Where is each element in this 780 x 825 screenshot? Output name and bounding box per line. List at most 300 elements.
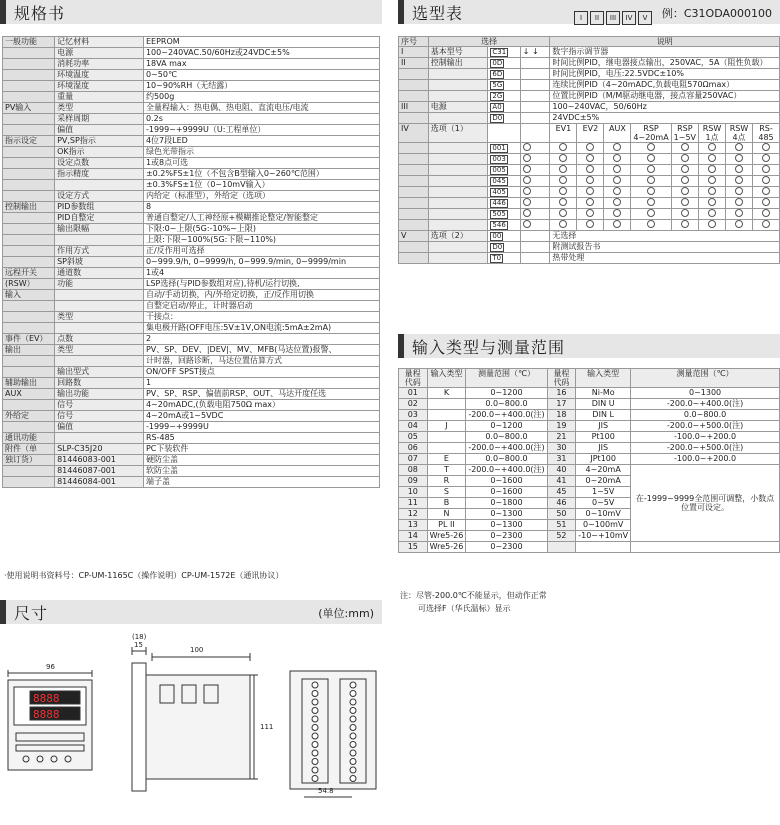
spec-group: 指示设定 <box>3 136 55 147</box>
range-code: 06 <box>399 443 428 454</box>
option1-code: 546 <box>492 221 506 229</box>
circle-icon <box>559 198 567 206</box>
spec-group <box>3 257 55 268</box>
input-type: Pt100 <box>576 432 631 443</box>
spec-value: 0.2s <box>143 114 379 125</box>
spec-group <box>3 312 55 323</box>
option2-no <box>399 253 429 264</box>
circle-icon <box>647 154 655 162</box>
spec-item: 环境温度 <box>55 70 144 81</box>
spec-item: 信号 <box>55 411 144 422</box>
spec-group: (RSW） <box>3 279 55 290</box>
input-range: 0~1600 <box>466 487 547 498</box>
input-head: 输入类型 <box>427 369 466 388</box>
circle-icon <box>613 143 621 151</box>
input-range: 0~1200 <box>466 421 547 432</box>
spec-group: 一般功能 <box>3 37 55 48</box>
spec-item: 类型 <box>55 345 144 356</box>
spec-group <box>3 466 55 477</box>
option1-col: EV2 <box>577 124 604 143</box>
spec-value: PV、SP、DEV、|DEV|、MV、MFB(马达位置)报警、 <box>143 345 379 356</box>
circle-icon <box>586 187 594 195</box>
rear-width-label: 54.8 <box>318 787 334 795</box>
circle-icon <box>523 154 531 162</box>
spec-value: 2 <box>143 334 379 345</box>
option1-code: 446 <box>492 199 506 207</box>
input-row <box>399 399 780 410</box>
input-row <box>399 421 780 432</box>
select-arrows: ↓ ↓ <box>520 47 550 58</box>
input-type: R <box>427 476 466 487</box>
option1-col: EV1 <box>550 124 577 143</box>
spec-group: 输入 <box>3 290 55 301</box>
circle-icon <box>708 154 716 162</box>
circle-icon <box>762 187 770 195</box>
spec-group <box>3 180 55 191</box>
input-range: -100.0~+200.0 <box>631 454 780 465</box>
input-type <box>427 410 466 421</box>
range-code: 40 <box>547 465 576 476</box>
spec-item: 重量 <box>55 92 144 103</box>
spec-group <box>3 114 55 125</box>
spec-item: 设定点数 <box>55 158 144 169</box>
circle-icon <box>647 209 655 217</box>
dimension-drawing <box>0 625 780 825</box>
option2-no: V <box>399 231 429 242</box>
select-desc: 100~240VAC，50/60Hz <box>550 102 780 113</box>
spec-item: 环境湿度 <box>55 81 144 92</box>
range-code: 13 <box>399 520 428 531</box>
spec-value: 软防尘盖 <box>143 466 379 477</box>
input-note-2: 可选择F（华氏温标）显示 <box>418 604 511 613</box>
select-head-row <box>399 37 780 47</box>
terminal-screw <box>312 733 318 739</box>
option1-code: 405 <box>492 188 506 196</box>
select-group <box>428 80 488 91</box>
spec-item: 电源 <box>55 48 144 59</box>
spec-value: 集电极开路(OFF电压:5V±1V,ON电流:5mA±2mA) <box>143 323 379 334</box>
range-code: 31 <box>547 454 576 465</box>
circle-icon <box>523 143 531 151</box>
rear-view <box>290 671 376 789</box>
circle-icon <box>647 143 655 151</box>
select-desc: 数字指示调节器 <box>550 47 780 58</box>
select-code-cell <box>488 47 520 58</box>
spec-row <box>3 224 380 235</box>
input-head-row <box>399 369 780 388</box>
select-table <box>398 36 780 264</box>
circle-icon <box>762 154 770 162</box>
spec-row <box>3 37 380 48</box>
spec-item: SLP-C35J20 <box>55 444 144 455</box>
input-range: -200.0~+400.0(注) <box>466 443 547 454</box>
side-bezel-label: 15 <box>134 641 143 649</box>
input-row <box>399 465 780 476</box>
box-3: III <box>606 11 620 25</box>
select-desc: 连续比例PID（4~20mADC,负载电阻570Ωmax） <box>550 80 780 91</box>
option1-row <box>399 154 780 165</box>
spec-item: 采样周期 <box>55 114 144 125</box>
spec-item <box>55 323 144 334</box>
dims-header <box>0 600 382 624</box>
input-type: 0~10mV <box>576 509 631 520</box>
select-code: 0D <box>492 59 503 67</box>
spec-row <box>3 444 380 455</box>
spec-row <box>3 257 380 268</box>
spec-item: 设定方式 <box>55 191 144 202</box>
select-group <box>428 69 488 80</box>
spec-value: 4位7段LED <box>143 136 379 147</box>
spec-item: 偏值 <box>55 125 144 136</box>
option1-col: RSW 4点 <box>726 124 753 143</box>
spec-row <box>3 334 380 345</box>
terminal-screw <box>312 682 318 688</box>
spec-row <box>3 466 380 477</box>
input-title: 输入类型与测量范围 <box>412 338 566 357</box>
spec-value: -1999~+9999U（U:工程单位） <box>143 125 379 136</box>
circle-icon <box>762 176 770 184</box>
input-range: 0~2300 <box>466 531 547 542</box>
option1-code: 045 <box>492 177 506 185</box>
circle-icon <box>681 209 689 217</box>
input-range: 0.0~800.0 <box>631 410 780 421</box>
select-row <box>399 91 780 102</box>
circle-icon <box>559 220 567 228</box>
spec-group: PV输入 <box>3 103 55 114</box>
spec-row <box>3 202 380 213</box>
input-range: -200.0~+500.0(注) <box>631 421 780 432</box>
input-head: 量程代码 <box>399 369 428 388</box>
select-code-cell <box>488 58 520 69</box>
select-no <box>399 80 429 91</box>
spec-row <box>3 279 380 290</box>
spec-group: 独订货） <box>3 455 55 466</box>
spec-row <box>3 268 380 279</box>
input-range: 0~1800 <box>466 498 547 509</box>
input-type: T <box>427 465 466 476</box>
range-code: 30 <box>547 443 576 454</box>
select-no <box>399 113 429 124</box>
side-flange-label: (18) <box>132 633 147 641</box>
circle-icon <box>523 209 531 217</box>
spec-row <box>3 356 380 367</box>
range-code: 21 <box>547 432 576 443</box>
option1-name: 选项（1） <box>428 124 488 143</box>
range-code: 12 <box>399 509 428 520</box>
spec-value: 计时器，回路诊断，马达位置估算方式 <box>143 356 379 367</box>
circle-icon <box>735 187 743 195</box>
circle-icon <box>613 198 621 206</box>
spec-row <box>3 136 380 147</box>
circle-icon <box>586 209 594 217</box>
range-code: 01 <box>399 388 428 399</box>
circle-icon <box>586 154 594 162</box>
spec-item: 作用方式 <box>55 246 144 257</box>
circle-icon <box>762 198 770 206</box>
select-code: C31 <box>492 48 507 56</box>
circle-icon <box>647 198 655 206</box>
option2-desc: 附测试报告书 <box>550 242 780 253</box>
spec-item: 输出限幅 <box>55 224 144 235</box>
spec-group <box>3 70 55 81</box>
dims-title: 尺寸 <box>14 604 49 623</box>
spec-row <box>3 125 380 136</box>
spec-item <box>55 301 144 312</box>
range-note: 在-1999~9999全范围可调整，小数点位置可设定。 <box>631 465 780 542</box>
terminal-screw <box>350 716 356 722</box>
range-code: 05 <box>399 432 428 443</box>
spec-row <box>3 48 380 59</box>
spec-row <box>3 235 380 246</box>
box-2: II <box>590 11 604 25</box>
terminal-screw <box>312 716 318 722</box>
select-head-choice: 选择 <box>428 37 550 47</box>
range-code: 04 <box>399 421 428 432</box>
model-boxes <box>574 5 654 25</box>
select-desc: 24VDC±5% <box>550 113 780 124</box>
terminal-screw <box>312 708 318 714</box>
circle-icon <box>523 165 531 173</box>
spec-group: 通讯功能 <box>3 433 55 444</box>
input-type: B <box>427 498 466 509</box>
circle-icon <box>735 154 743 162</box>
terminal-screw <box>312 725 318 731</box>
circle-icon <box>613 176 621 184</box>
terminal-screw <box>312 750 318 756</box>
input-range: -200.0~+400.0(注) <box>466 465 547 476</box>
circle-icon <box>735 143 743 151</box>
circle-icon <box>681 154 689 162</box>
box-4: IV <box>622 11 636 25</box>
input-type: 0~5V <box>576 498 631 509</box>
input-head: 测量范围（℃） <box>631 369 780 388</box>
option2-name <box>428 242 488 253</box>
circle-icon <box>708 143 716 151</box>
spec-item: SP斜坡 <box>55 257 144 268</box>
spec-row <box>3 158 380 169</box>
spec-value: PV、SP、RSP、偏值前RSP、OUT、马达开度任选 <box>143 389 379 400</box>
spec-value: ±0.2%FS±1位（不包含B型输入0~260℃范围） <box>143 169 379 180</box>
circle-icon <box>647 220 655 228</box>
option1-row <box>399 176 780 187</box>
option2-code: 00 <box>492 232 502 240</box>
select-row <box>399 80 780 91</box>
display-pv: 8888 <box>33 692 60 705</box>
circle-icon <box>613 154 621 162</box>
spec-row <box>3 345 380 356</box>
spec-row <box>3 290 380 301</box>
spec-value: 4~20mA或1~5VDC <box>143 411 379 422</box>
spec-group <box>3 59 55 70</box>
input-range: -100.0~+200.0 <box>631 432 780 443</box>
spec-row <box>3 92 380 103</box>
select-head-desc: 说明 <box>550 37 780 47</box>
spec-item: 点数 <box>55 334 144 345</box>
select-code-cell <box>488 80 520 91</box>
option1-code: 505 <box>492 210 506 218</box>
terminal-screw <box>350 699 356 705</box>
input-type: 4~20mA <box>576 465 631 476</box>
input-range: 0~1200 <box>466 388 547 399</box>
option2-no <box>399 242 429 253</box>
spec-item: 81446084-001 <box>55 477 144 488</box>
circle-icon <box>523 187 531 195</box>
select-group: 电源 <box>428 102 488 113</box>
circle-icon <box>735 165 743 173</box>
option1-code: 005 <box>492 166 506 174</box>
option1-head-row <box>399 124 780 143</box>
spec-row <box>3 312 380 323</box>
front-width-label: 96 <box>46 663 55 671</box>
circle-icon <box>647 187 655 195</box>
terminal-screw <box>312 699 318 705</box>
spec-value: 硬防尘盖 <box>143 455 379 466</box>
circle-icon <box>681 187 689 195</box>
spec-group <box>3 191 55 202</box>
input-range: -200.0~+400.0(注) <box>631 399 780 410</box>
select-code-cell <box>488 102 520 113</box>
range-code: 16 <box>547 388 576 399</box>
circle-icon <box>708 165 716 173</box>
circle-icon <box>586 143 594 151</box>
option1-no: IV <box>399 124 429 143</box>
circle-icon <box>762 165 770 173</box>
select-code-cell <box>488 91 520 102</box>
spec-row <box>3 191 380 202</box>
circle-icon <box>586 165 594 173</box>
dims-unit: (单位:mm) <box>318 607 374 620</box>
spec-table <box>2 36 380 488</box>
spec-note: ·使用说明书资料号：CP-UM-1165C（操作说明）CP-UM-1572E（通讯协议） <box>4 571 284 580</box>
spec-value: 10~90%RH（无结露） <box>143 81 379 92</box>
range-code: 52 <box>547 531 576 542</box>
terminal-screw <box>312 767 318 773</box>
circle-icon <box>681 176 689 184</box>
select-arrows <box>520 80 550 91</box>
circle-icon <box>613 209 621 217</box>
input-range: 0.0~800.0 <box>466 454 547 465</box>
circle-icon <box>708 176 716 184</box>
spec-title: 规格书 <box>14 4 66 23</box>
spec-row <box>3 246 380 257</box>
input-note-1: 注：尽管-200.0℃不能显示，但动作正常 <box>400 591 547 600</box>
range-code: 09 <box>399 476 428 487</box>
spec-value: 4~20mADC,(负载电阻750Ω max） <box>143 400 379 411</box>
spec-group <box>3 158 55 169</box>
select-title: 选型表 <box>412 4 464 23</box>
terminal-screw <box>350 691 356 697</box>
spec-item: 81446083-001 <box>55 455 144 466</box>
terminal-screw <box>350 776 356 782</box>
select-arrows <box>520 58 550 69</box>
option1-row <box>399 220 780 231</box>
spec-group <box>3 235 55 246</box>
select-no <box>399 69 429 80</box>
range-code: 10 <box>399 487 428 498</box>
spec-group <box>3 367 55 378</box>
input-range: -200.0~+500.0(注) <box>631 443 780 454</box>
select-code: 5G <box>492 81 503 89</box>
spec-value: 100~240VAC.50/60Hz或24VDC±5% <box>143 48 379 59</box>
spec-value: 0~999.9/h, 0~9999/h, 0~999.9/min, 0~9999/min <box>143 257 379 268</box>
range-code: 50 <box>547 509 576 520</box>
spec-item: 信号 <box>55 400 144 411</box>
option2-name <box>428 253 488 264</box>
option1-col: RS-485 <box>753 124 780 143</box>
input-row <box>399 432 780 443</box>
spec-value: 上限:下限~100%(5G:下限~110%) <box>143 235 379 246</box>
select-row <box>399 47 780 58</box>
input-table <box>398 368 780 553</box>
terminal-screw <box>350 725 356 731</box>
spec-value: 18VA max <box>143 59 379 70</box>
range-code: 18 <box>547 410 576 421</box>
input-row <box>399 443 780 454</box>
circle-icon <box>681 220 689 228</box>
spec-value: 干接点： <box>143 312 379 323</box>
circle-icon <box>735 220 743 228</box>
circle-icon <box>559 143 567 151</box>
range-code: 46 <box>547 498 576 509</box>
select-desc: 位置比例PID（M/M驱动继电器，接点容量250VAC） <box>550 91 780 102</box>
spec-group <box>3 477 55 488</box>
spec-value: 1 <box>143 378 379 389</box>
spec-row <box>3 147 380 158</box>
spec-value: 自整定启动/停止，计时器启动 <box>143 301 379 312</box>
select-desc: 时间比例PID，电压:22.5VDC±10% <box>550 69 780 80</box>
spec-group <box>3 323 55 334</box>
spec-item: 81446087-001 <box>55 466 144 477</box>
select-desc: 时间比例PID，继电器接点输出，250VAC，5A（阻性负载） <box>550 58 780 69</box>
circle-icon <box>523 176 531 184</box>
input-type: PL II <box>427 520 466 531</box>
input-type: Ni-Mo <box>576 388 631 399</box>
select-no: III <box>399 102 429 113</box>
spec-row <box>3 477 380 488</box>
input-type <box>427 399 466 410</box>
select-code-cell <box>488 69 520 80</box>
circle-icon <box>681 198 689 206</box>
spec-row <box>3 422 380 433</box>
spec-group <box>3 246 55 257</box>
circle-icon <box>735 209 743 217</box>
input-type: K <box>427 388 466 399</box>
spec-group: 远程开关 <box>3 268 55 279</box>
circle-icon <box>708 198 716 206</box>
select-code: A0 <box>492 103 502 111</box>
spec-row <box>3 323 380 334</box>
select-arrows <box>520 113 550 124</box>
input-type: Wre5-26 <box>427 531 466 542</box>
spec-group: 外给定 <box>3 411 55 422</box>
circle-icon <box>762 143 770 151</box>
spec-group <box>3 48 55 59</box>
circle-icon <box>559 187 567 195</box>
spec-row <box>3 114 380 125</box>
spec-value: 内给定（标准型），外给定（选项） <box>143 191 379 202</box>
select-group: 基本型号 <box>428 47 488 58</box>
spec-row <box>3 367 380 378</box>
circle-icon <box>586 176 594 184</box>
spec-group <box>3 356 55 367</box>
circle-icon <box>559 209 567 217</box>
spec-value: PC下装软件 <box>143 444 379 455</box>
circle-icon <box>681 165 689 173</box>
terminal-screw <box>312 742 318 748</box>
spec-group <box>3 400 55 411</box>
range-code: 19 <box>547 421 576 432</box>
spec-row <box>3 455 380 466</box>
